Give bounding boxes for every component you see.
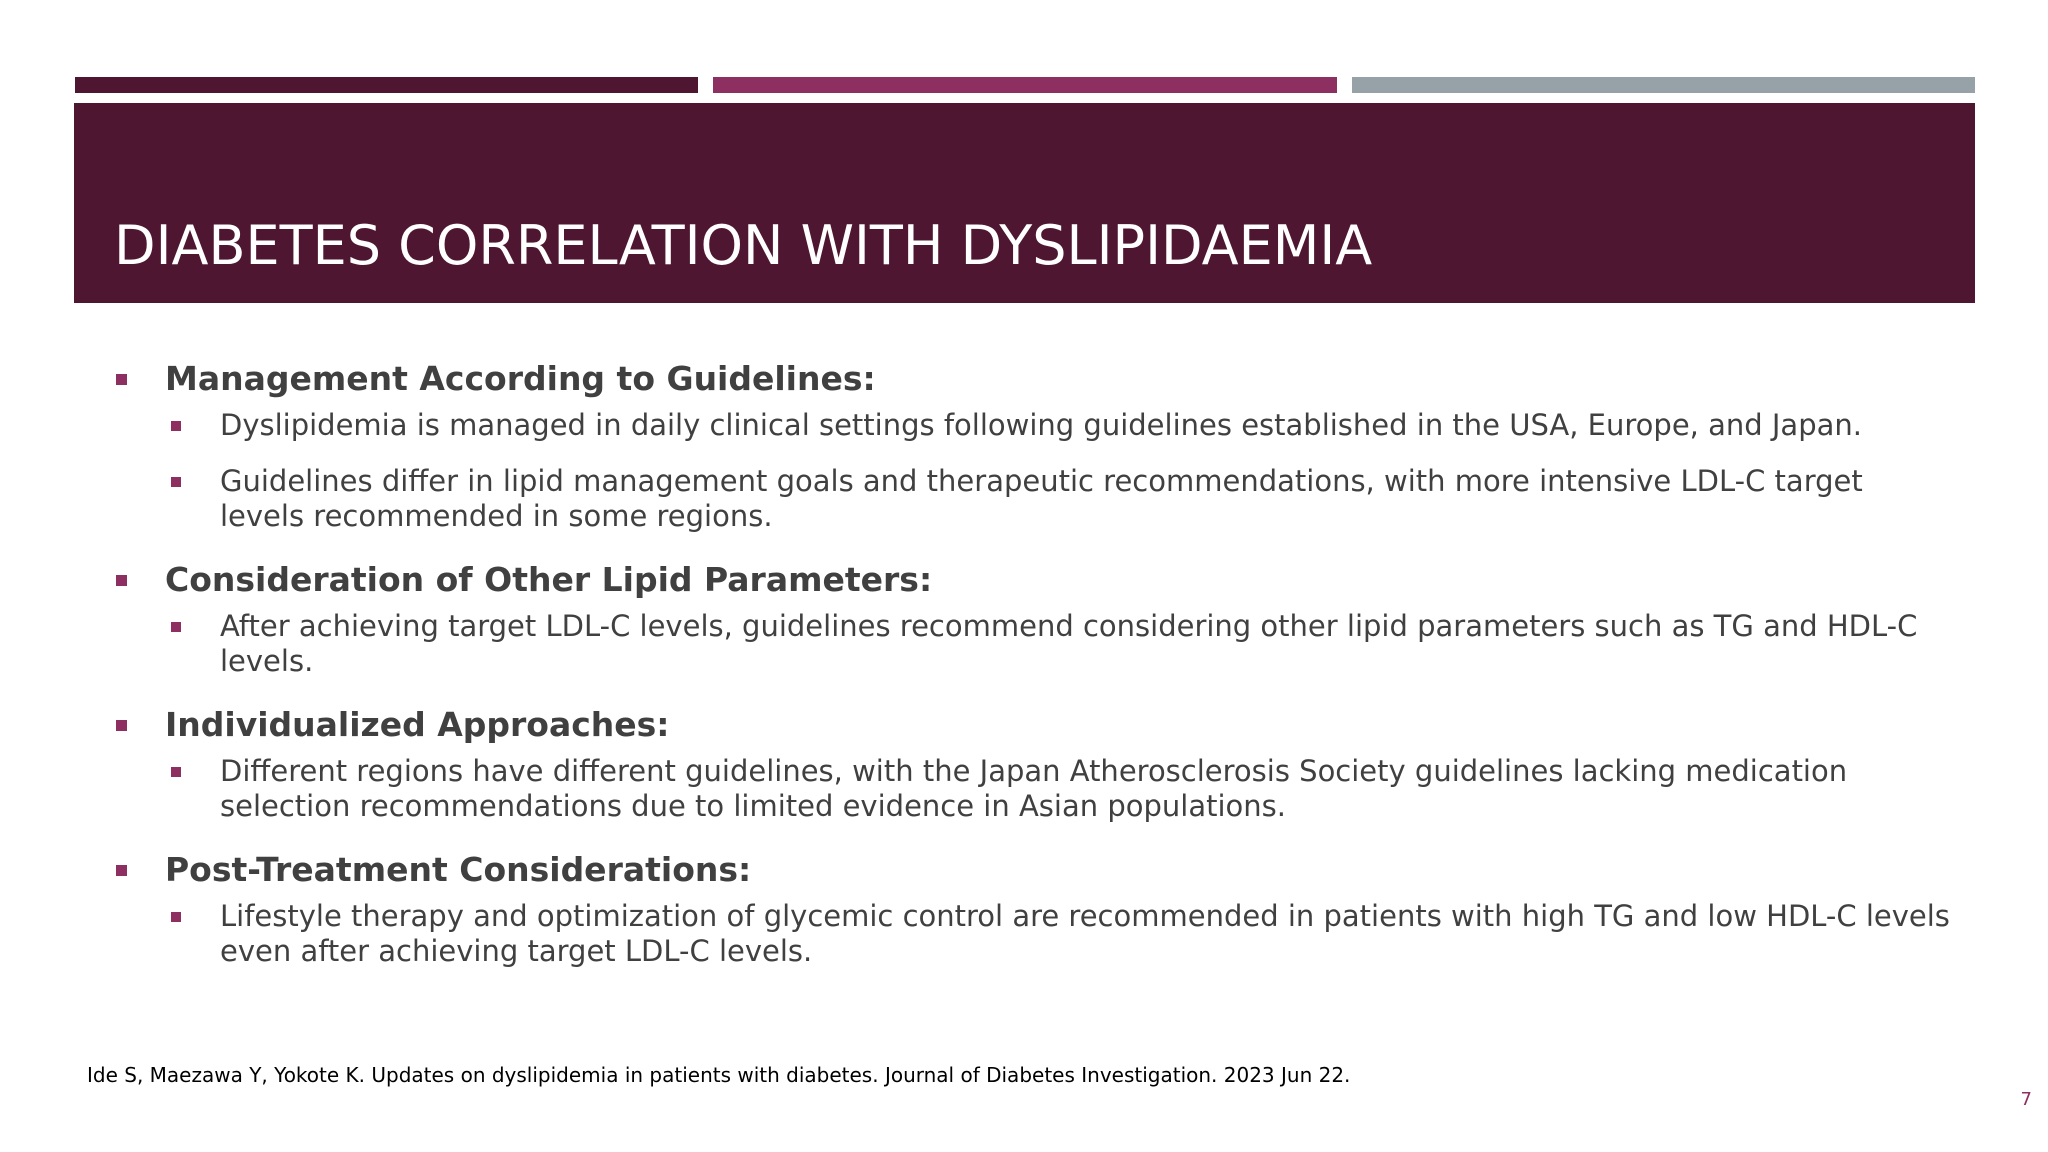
- section-heading-text: Consideration of Other Lipid Parameters:: [165, 560, 933, 599]
- sub-bullet-text: Different regions have different guidelines, with the Japan Atherosclerosis Society guidelines lacking medication selection recommendations due to limited evidence in Asian populations.: [220, 754, 1848, 823]
- sub-bullet-text: Dyslipidemia is managed in daily clinical settings following guidelines established in the USA, Europe, and Japan.: [220, 408, 1862, 442]
- sub-bullet-list: [114, 899, 1954, 969]
- sub-bullet-text: Lifestyle therapy and optimization of glycemic control are recommended in patients with high TG and low HDL-C levels even after achieving target LDL-C levels.: [220, 899, 1950, 968]
- accent-stripe-dark: [75, 77, 698, 93]
- section-post-treatment: [114, 845, 1954, 969]
- page-number: 7: [2020, 1089, 2032, 1110]
- sub-bullet-list: [114, 609, 1954, 679]
- section-heading-text: Post-Treatment Considerations:: [165, 850, 752, 889]
- section-heading: [114, 845, 1954, 895]
- section-heading: [114, 555, 1954, 605]
- square-bullet-icon: [116, 865, 127, 876]
- sub-bullet-list: [114, 408, 1954, 534]
- sub-bullet-item: [114, 899, 1954, 969]
- accent-stripe-magenta: [713, 77, 1337, 93]
- square-bullet-icon: [171, 477, 181, 487]
- square-bullet-icon: [116, 575, 127, 586]
- section-management: [114, 354, 1954, 534]
- sub-bullet-item: [114, 408, 1954, 443]
- square-bullet-icon: [116, 374, 127, 385]
- accent-stripe-gray: [1352, 77, 1975, 93]
- section-individualized-approaches: [114, 700, 1954, 824]
- slide-title: DIABETES CORRELATION WITH DYSLIPIDAEMIA: [114, 214, 1373, 277]
- section-heading: [114, 700, 1954, 750]
- title-band: [74, 103, 1975, 303]
- square-bullet-icon: [171, 622, 181, 632]
- bullet-content: [114, 352, 1954, 990]
- sub-bullet-item: [114, 464, 1954, 534]
- section-heading: [114, 354, 1954, 404]
- square-bullet-icon: [171, 767, 181, 777]
- square-bullet-icon: [171, 912, 181, 922]
- sub-bullet-text: Guidelines differ in lipid management goals and therapeutic recommendations, with more intensive LDL-C target levels recommended in some regions.: [220, 464, 1863, 533]
- sub-bullet-item: [114, 754, 1954, 824]
- citation: Ide S, Maezawa Y, Yokote K. Updates on dyslipidemia in patients with diabetes. Journal of Diabetes Investigation. 2023 Jun 22.: [87, 1063, 1351, 1087]
- sub-bullet-item: [114, 609, 1954, 679]
- square-bullet-icon: [171, 421, 181, 431]
- section-other-lipid-parameters: [114, 555, 1954, 679]
- section-heading-text: Management According to Guidelines:: [165, 359, 876, 398]
- square-bullet-icon: [116, 720, 127, 731]
- section-heading-text: Individualized Approaches:: [165, 705, 670, 744]
- sub-bullet-text: After achieving target LDL-C levels, guidelines recommend considering other lipid parameters such as TG and HDL-C levels.: [220, 609, 1918, 678]
- sub-bullet-list: [114, 754, 1954, 824]
